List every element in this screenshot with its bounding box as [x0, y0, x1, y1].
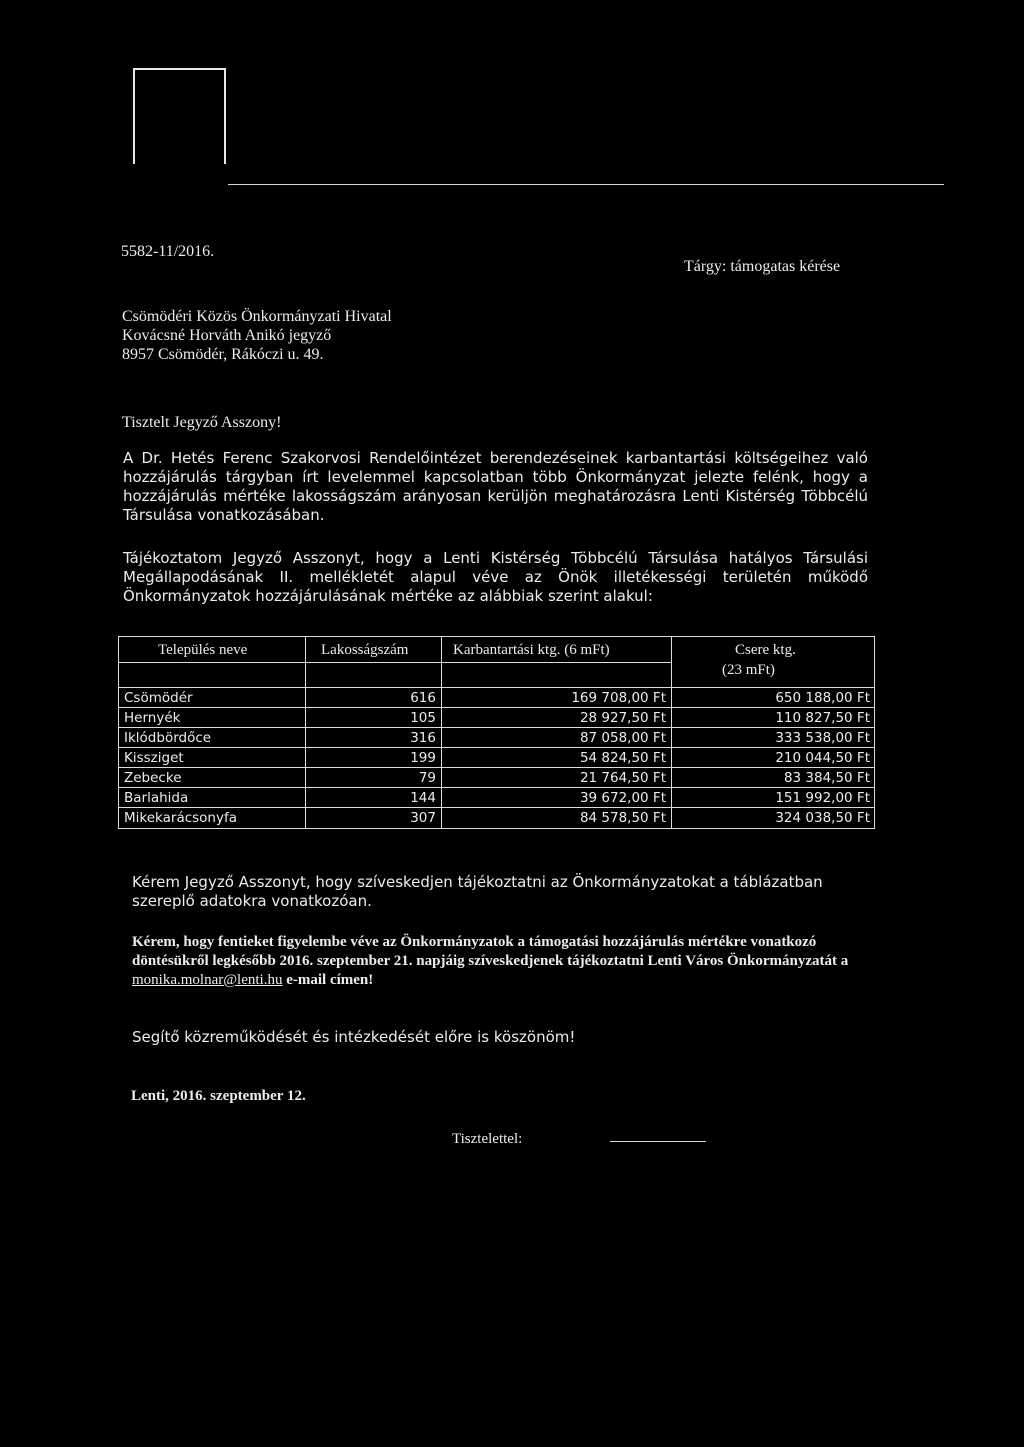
recipient-line-office: Csömödéri Közös Önkormányzati Hivatal: [122, 308, 392, 325]
table-cell-settlement: Mikekarácsonyfa: [124, 810, 238, 826]
table-cell-settlement: Barlahida: [124, 790, 189, 806]
table-cell-population: 144: [410, 790, 436, 806]
table-cell-settlement: Iklódbördőce: [124, 730, 212, 746]
table-col-divider: [671, 636, 672, 829]
table-header-maintenance: Karbantartási ktg. (6 mFt): [453, 642, 610, 658]
table-border-top: [118, 636, 875, 637]
table-cell-population: 199: [410, 750, 436, 766]
table-cell-maintenance: 169 708,00 Ft: [571, 690, 666, 706]
table-cell-replacement: 210 044,50 Ft: [775, 750, 870, 766]
table-border-bottom: [118, 828, 875, 829]
table-row-rule: [118, 807, 875, 808]
reference-number: 5582-11/2016.: [121, 243, 215, 260]
place-and-date: Lenti, 2016. szeptember 12.: [131, 1088, 306, 1104]
deadline-text: Kérem, hogy fentieket figyelembe véve az Önkormányzatok a támogatási hozzájárulás mértékre vonatkozó döntésükről legkésőbb 2016. szeptember 21. napjáig szíveskedjenek tájékoztatni Lenti Város Önkormányzatát a: [132, 934, 849, 969]
table-border-left: [118, 636, 119, 829]
table-cell-replacement: 83 384,50 Ft: [783, 770, 870, 786]
subject-line: Tárgy: támogatas kérése: [684, 258, 841, 275]
table-row-rule: [118, 767, 875, 768]
closing-line: Tisztelettel:: [452, 1131, 523, 1147]
table-row-rule: [118, 747, 875, 748]
table-cell-replacement: 333 538,00 Ft: [775, 730, 870, 746]
recipient-line-street: 8957 Csömödér, Rákóczi u. 49.: [122, 346, 324, 363]
signature-line: [610, 1141, 706, 1142]
table-cell-maintenance: 28 927,50 Ft: [579, 710, 666, 726]
table-cell-settlement: Hernyék: [124, 710, 181, 726]
request-paragraph: Kérem Jegyző Asszonyt, hogy szíveskedjen tájékoztatni az Önkormányzatokat a táblázatban szereplő adatokra vonatkozóan.: [132, 873, 823, 910]
table-cell-maintenance: 21 764,50 Ft: [579, 770, 666, 786]
table-border-right: [874, 636, 875, 829]
table-cell-replacement: 110 827,50 Ft: [775, 710, 870, 726]
recipient-address: [122, 307, 392, 364]
table-cell-maintenance: 39 672,00 Ft: [579, 790, 666, 806]
table-cell-settlement: Zebecke: [124, 770, 182, 786]
table-col-divider: [305, 636, 306, 829]
table-row-rule: [118, 727, 875, 728]
table-header-settlement: Település neve: [158, 642, 248, 658]
table-row-rule: [118, 707, 875, 708]
contribution-table: [118, 636, 875, 829]
table-cell-replacement: 151 992,00 Ft: [775, 790, 870, 806]
email-link[interactable]: monika.molnar@lenti.hu: [132, 972, 283, 988]
letterhead-rule: [228, 184, 944, 185]
intro-paragraph: A Dr. Hetés Ferenc Szakorvosi Rendelőintézet berendezéseinek karbantartási költségeihez való hozzájárulás tárgyban írt levelemmel kapcsolatban több Önkormányzat jelezte felénk, hogy a hozzájárulás mértéke lakosságszám arányosan kerüljön meghatározásra Lenti Kistérség Többcélú Társulása vonatkozásában.: [123, 449, 868, 524]
table-cell-population: 79: [418, 770, 436, 786]
info-paragraph: Tájékoztatom Jegyző Asszonyt, hogy a Lenti Kistérség Többcélú Társulása hatályos Társulási Megállapodásának II. mellékletét alapul véve az Önök illetékességi területén működő Önkormányzatok hozzájárulásának mértéke az alábbiak szerint alakul:: [123, 549, 868, 605]
table-cell-population: 616: [410, 690, 436, 706]
salutation: Tisztelt Jegyző Asszony!: [122, 414, 282, 431]
table-header-replacement: Csere ktg.: [735, 642, 796, 658]
thanks-line: Segítő közreműködését és intézkedését előre is köszönöm!: [132, 1028, 576, 1046]
table-cell-settlement: Csömödér: [124, 690, 193, 706]
table-cell-maintenance: 84 578,50 Ft: [579, 810, 666, 826]
table-cell-population: 307: [410, 810, 436, 826]
table-cell-replacement: 324 038,50 Ft: [775, 810, 870, 826]
table-row-rule: [118, 787, 875, 788]
table-cell-maintenance: 87 058,00 Ft: [579, 730, 666, 746]
table-header-replacement-unit: (23 mFt): [722, 662, 775, 678]
table-col-divider: [441, 636, 442, 829]
table-cell-replacement: 650 188,00 Ft: [775, 690, 870, 706]
table-header-population: Lakosságszám: [321, 642, 409, 658]
table-cell-population: 105: [410, 710, 436, 726]
recipient-line-name: Kovácsné Horváth Anikó jegyző: [122, 327, 332, 344]
deadline-tail: e-mail címen!: [282, 972, 374, 988]
table-cell-population: 316: [410, 730, 436, 746]
table-cell-settlement: Kissziget: [124, 750, 184, 766]
table-cell-maintenance: 54 824,50 Ft: [579, 750, 666, 766]
deadline-paragraph: [132, 933, 872, 990]
letterhead-logo-frame: [133, 68, 226, 164]
